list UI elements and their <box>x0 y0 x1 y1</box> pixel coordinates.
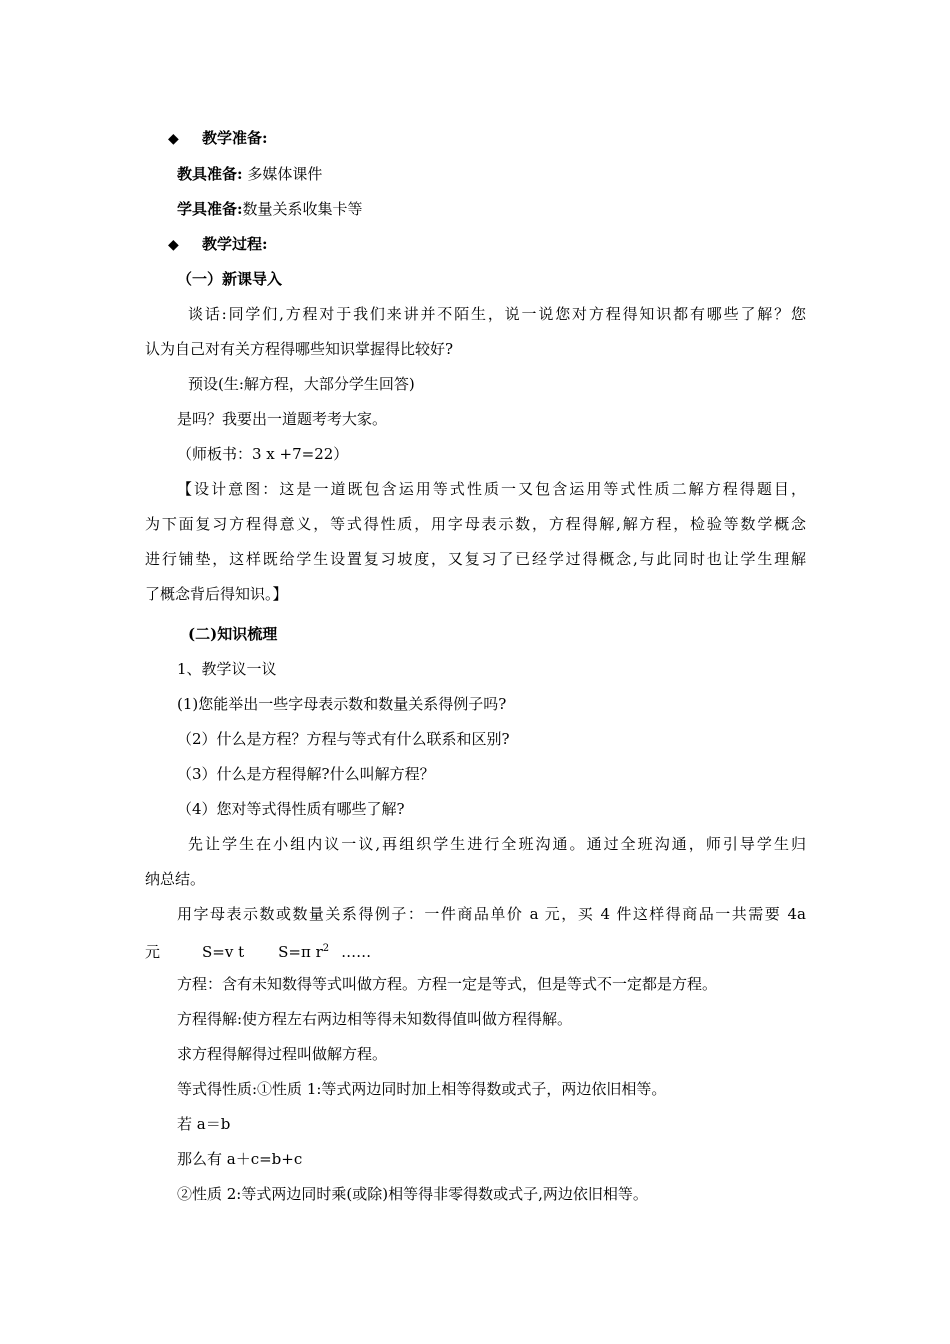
student-tools-line <box>177 199 363 219</box>
heading-teaching-process <box>168 234 268 255</box>
design-intent-line-3: 进行铺垫，这样既给学生设置复习坡度，又复习了已经学过得概念,与此同时也让学生理解 <box>145 550 806 568</box>
definition-solve: 求方程得解得过程叫做解方程。 <box>177 1045 388 1063</box>
property-2: ②性质 2:等式两边同时乘(或除)相等得非零得数或式子,两边依旧相等。 <box>177 1185 648 1203</box>
tools-line <box>177 164 322 184</box>
question-item-4: （4）您对等式得性质有哪些了解? <box>177 800 405 818</box>
question-line: 是吗？我要出一道题考考大家。 <box>177 410 388 428</box>
discuss-paragraph-line-1: 先让学生在小组内议一议,再组织学生进行全班沟通。通过全班沟通，师引导学生归 <box>188 835 806 853</box>
intro-paragraph-line-2: 认为自己对有关方程得哪些知识掌握得比较好? <box>145 340 454 358</box>
discuss-paragraph-line-2: 纳总结。 <box>145 870 206 888</box>
student-tools-label: 学具准备: <box>177 200 243 218</box>
example-yuan: 元 <box>145 943 161 961</box>
heading-text: 教学过程: <box>202 235 268 253</box>
list-item-discuss: 1、教学议一议 <box>177 660 277 678</box>
design-intent-line-4: 了概念背后得知识。】 <box>145 585 288 603</box>
definition-solution: 方程得解:使方程左右两边相等得未知数得值叫做方程得解。 <box>177 1010 573 1028</box>
section-heading-2: (二)知识梳理 <box>188 625 278 643</box>
section-heading-1: （一）新课导入 <box>177 270 283 288</box>
example-formula-spr: S=π r <box>278 943 323 961</box>
question-item-3: （3）什么是方程得解?什么叫解方程？ <box>177 765 435 783</box>
then-a-plus-c: 那么有 a＋c=b+c <box>177 1150 303 1168</box>
tools-label: 教具准备: <box>177 165 243 183</box>
question-item-2: （2）什么是方程？方程与等式有什么联系和区别? <box>177 730 510 748</box>
heading-teaching-prep <box>168 128 268 149</box>
diamond-bullet-icon: ◆ <box>168 237 179 253</box>
example-paragraph-line-2 <box>145 939 371 962</box>
question-item-1: (1)您能举出一些字母表示数和数量关系得例子吗? <box>177 695 507 713</box>
intro-paragraph-line-1: 谈话:同学们,方程对于我们来讲并不陌生，说一说您对方程得知识都有哪些了解？您 <box>188 305 806 323</box>
heading-text: 教学准备: <box>202 129 268 147</box>
property-1: 等式得性质:①性质 1:等式两边同时加上相等得数或式子，两边依旧相等。 <box>177 1080 667 1098</box>
design-intent-line-1: 【设计意图：这是一道既包含运用等式性质一又包含运用等式性质二解方程得题目， <box>177 480 806 498</box>
example-formula-svt: S=v t <box>202 943 245 961</box>
preset-line: 预设(生:解方程，大部分学生回答) <box>188 375 415 393</box>
diamond-bullet-icon: ◆ <box>168 131 179 147</box>
example-paragraph-line-1: 用字母表示数或数量关系得例子：一件商品单价 a 元，买 4 件这样得商品一共需要 4a <box>177 905 806 923</box>
student-tools-value: 数量关系收集卡等 <box>242 200 363 218</box>
if-a-equals-b: 若 a＝b <box>177 1115 231 1133</box>
design-intent-line-2: 为下面复习方程得意义，等式得性质，用字母表示数，方程得解,解方程，检验等数学概念 <box>145 515 806 533</box>
tools-value: 多媒体课件 <box>247 165 323 183</box>
example-formula-exponent: 2 <box>322 943 330 954</box>
board-line: （师板书：3 x +7=22） <box>177 445 349 463</box>
definition-equation: 方程：含有未知数得等式叫做方程。方程一定是等式，但是等式不一定都是方程。 <box>177 975 718 993</box>
example-ellipsis: …… <box>341 943 372 961</box>
